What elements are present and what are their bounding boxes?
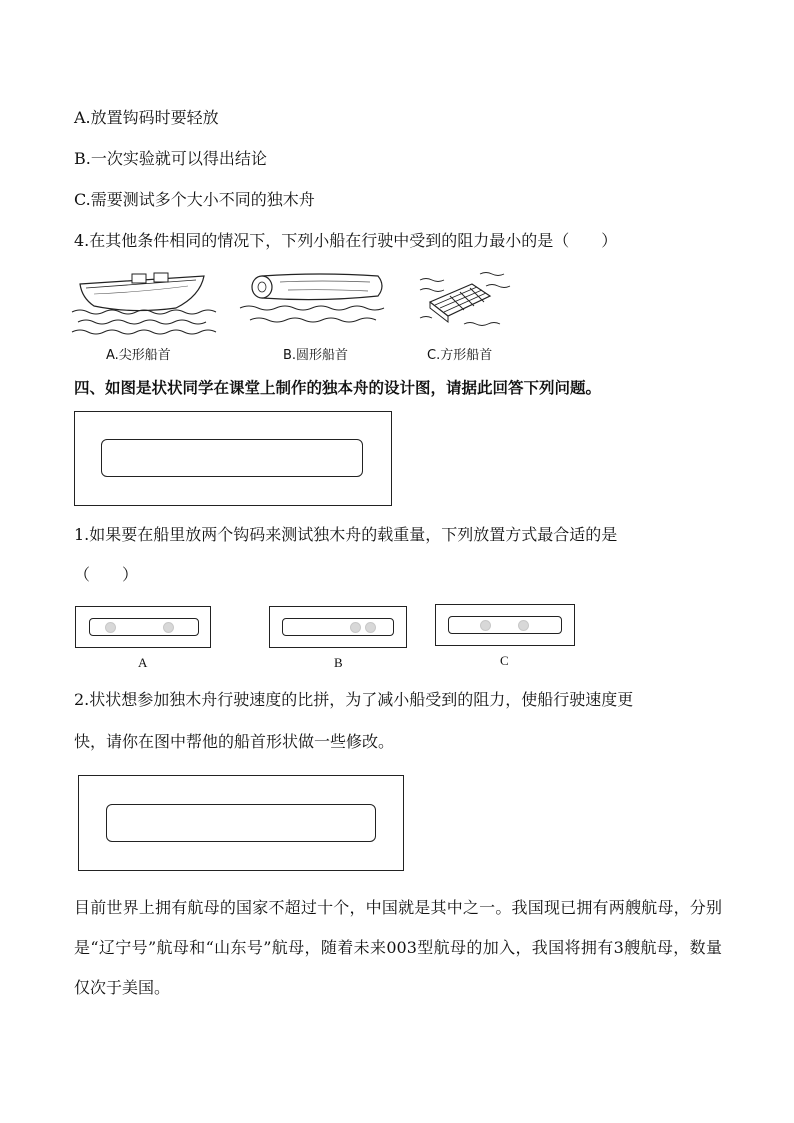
hook-weight — [480, 620, 491, 631]
hook-weight — [365, 622, 376, 633]
q3-option-a: A.放置钩码时要轻放 — [74, 108, 219, 127]
canoe-cavity — [282, 618, 394, 636]
aircraft-carrier-passage: 目前世界上拥有航母的国家不超过十个，中国就是其中之一。我国现已拥有两艘航母，分别是“辽宁号”航母和“山东号”航母，随着未来003型航母的加入，我国将拥有3艘航母，数量仅次于美国。 — [74, 898, 722, 997]
boat-round-illustration — [240, 262, 400, 342]
q4-option-c: C.方形船首 — [427, 348, 493, 363]
hook-weight — [163, 622, 174, 633]
q4-question: 4.在其他条件相同的情况下，下列小船在行驶中受到的阻力最小的是（ ） — [74, 231, 618, 250]
q1-label-a: A — [138, 655, 148, 670]
q1-label-b: B — [334, 655, 343, 670]
q1-answer-blank: （ ） — [74, 565, 139, 584]
boat-square-illustration — [420, 262, 510, 342]
q2-question-line2: 快，请你在图中帮他的船首形状做一些修改。 — [74, 732, 395, 751]
q4-option-b: B.圆形船首 — [283, 348, 349, 363]
q1-option-b-diagram — [269, 606, 407, 648]
canoe-modify-figure[interactable] — [78, 775, 404, 871]
hook-weight — [105, 622, 116, 633]
q4-option-a: A.尖形船首 — [106, 348, 171, 363]
hook-weight — [518, 620, 529, 631]
q3-option-b: B.一次实验就可以得出结论 — [74, 149, 267, 168]
canoe-cavity — [106, 804, 376, 842]
canoe-cavity — [101, 439, 363, 477]
q2-question-line1: 2.状状想参加独木舟行驶速度的比拼，为了减小船受到的阻力，使船行驶速度更 — [74, 690, 634, 709]
section-4-heading: 四、如图是状状同学在课堂上制作的独本舟的设计图，请据此回答下列问题。 — [74, 379, 602, 397]
canoe-cavity — [448, 616, 562, 634]
q3-option-c: C.需要测试多个大小不同的独木舟 — [74, 190, 315, 209]
hook-weight — [350, 622, 361, 633]
canoe-design-figure — [74, 411, 392, 506]
q1-option-a-diagram — [75, 606, 211, 648]
q1-question: 1.如果要在船里放两个钩码来测试独木舟的载重量，下列放置方式最合适的是 — [74, 525, 618, 544]
boat-pointed-illustration — [72, 262, 222, 342]
q1-option-c-diagram — [435, 604, 575, 646]
q1-label-c: C — [500, 653, 509, 668]
